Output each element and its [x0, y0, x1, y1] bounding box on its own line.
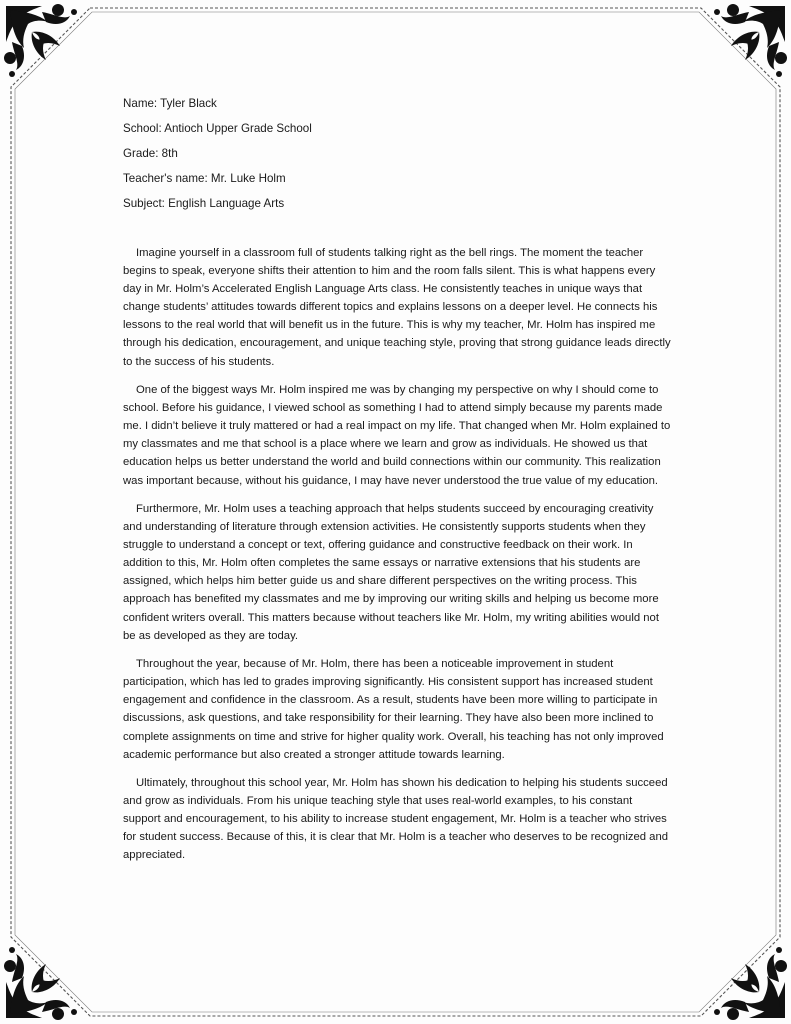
essay-paragraph: Ultimately, throughout this school year, Mr. Holm has shown his dedication to helping his students succeed and grow as individuals. From his unique teaching style that uses real-world examples, to his constant support and encouragement, to his ability to increase student engagement, Mr. Holm is a teacher who strives for student success. Because of this, it is clear that Mr. Holm is a teacher who deserves to be recognized and appreciated. [123, 777, 669, 862]
student-name: Name: Tyler Black [123, 97, 217, 110]
school-name: School: Antioch Upper Grade School [123, 122, 312, 135]
corner-ornament-icon [2, 938, 86, 1022]
corner-ornament-icon [705, 938, 789, 1022]
corner-ornament-icon [705, 2, 789, 86]
corner-ornament-icon [2, 2, 86, 86]
grade-level: Grade: 8th [123, 147, 178, 160]
essay-paragraph: Throughout the year, because of Mr. Holm, there has been a noticeable improvement in student participation, which has led to grades improving significantly. His consistent support has increased student engagement and confidence in the classroom. As a result, students have been more willing to participate in discussions, ask questions, and take responsibility for their learning. They have also been more inclined to complete assignments on time and strive for higher quality work. Overall, his teaching has not only improved academic performance but also created a stronger attitude towards learning. [123, 658, 664, 761]
essay-paragraph: Furthermore, Mr. Holm uses a teaching approach that helps students succeed by encouraging creativity and understanding of literature through extension activities. He consistently supports students when they struggle to understand a concept or text, offering guidance and constructive feedback on their work. In addition to this, Mr. Holm often completes the same essays or narrative extensions that his students are assigned, which helps him better guide us and share different perspectives on the writing process. This approach has benefited my classmates and me by improving our writing skills and helping us become more confident writers overall. This matters because without teachers like Mr. Holm, my writing abilities would not be as developed as they are today. [123, 503, 659, 642]
essay-paragraph: Imagine yourself in a classroom full of students talking right as the bell rings. The moment the teacher begins to speak, everyone shifts their attention to him and the room falls silent. This is what happens every day in Mr. Holm’s Accelerated English Language Arts class. He consistently teaches in unique ways that change students’ attitudes towards different topics and explains lessons on a deeper level. He connects his lessons to the real world that will benefit us in the future. This is why my teacher, Mr. Holm has inspired me through his dedication, encouragement, and unique teaching style, proving that strong guidance leads directly to the success of his students. [123, 247, 671, 368]
student-info-header [123, 91, 683, 216]
essay-body [123, 244, 671, 875]
teacher-name: Teacher's name: Mr. Luke Holm [123, 172, 286, 185]
subject-name: Subject: English Language Arts [123, 197, 285, 210]
essay-paragraph: One of the biggest ways Mr. Holm inspired me was by changing my perspective on why I should come to school. Before his guidance, I viewed school as something I had to attend simply because my parents made me. I didn’t believe it truly mattered or had a real impact on my life. That changed when Mr. Holm explained to my classmates and me that school is a place where we learn and grow as individuals. He showed us that education helps us better understand the world and build connections within our community. This realization was important because, without his guidance, I may have never understood the true value of my education. [123, 384, 671, 487]
